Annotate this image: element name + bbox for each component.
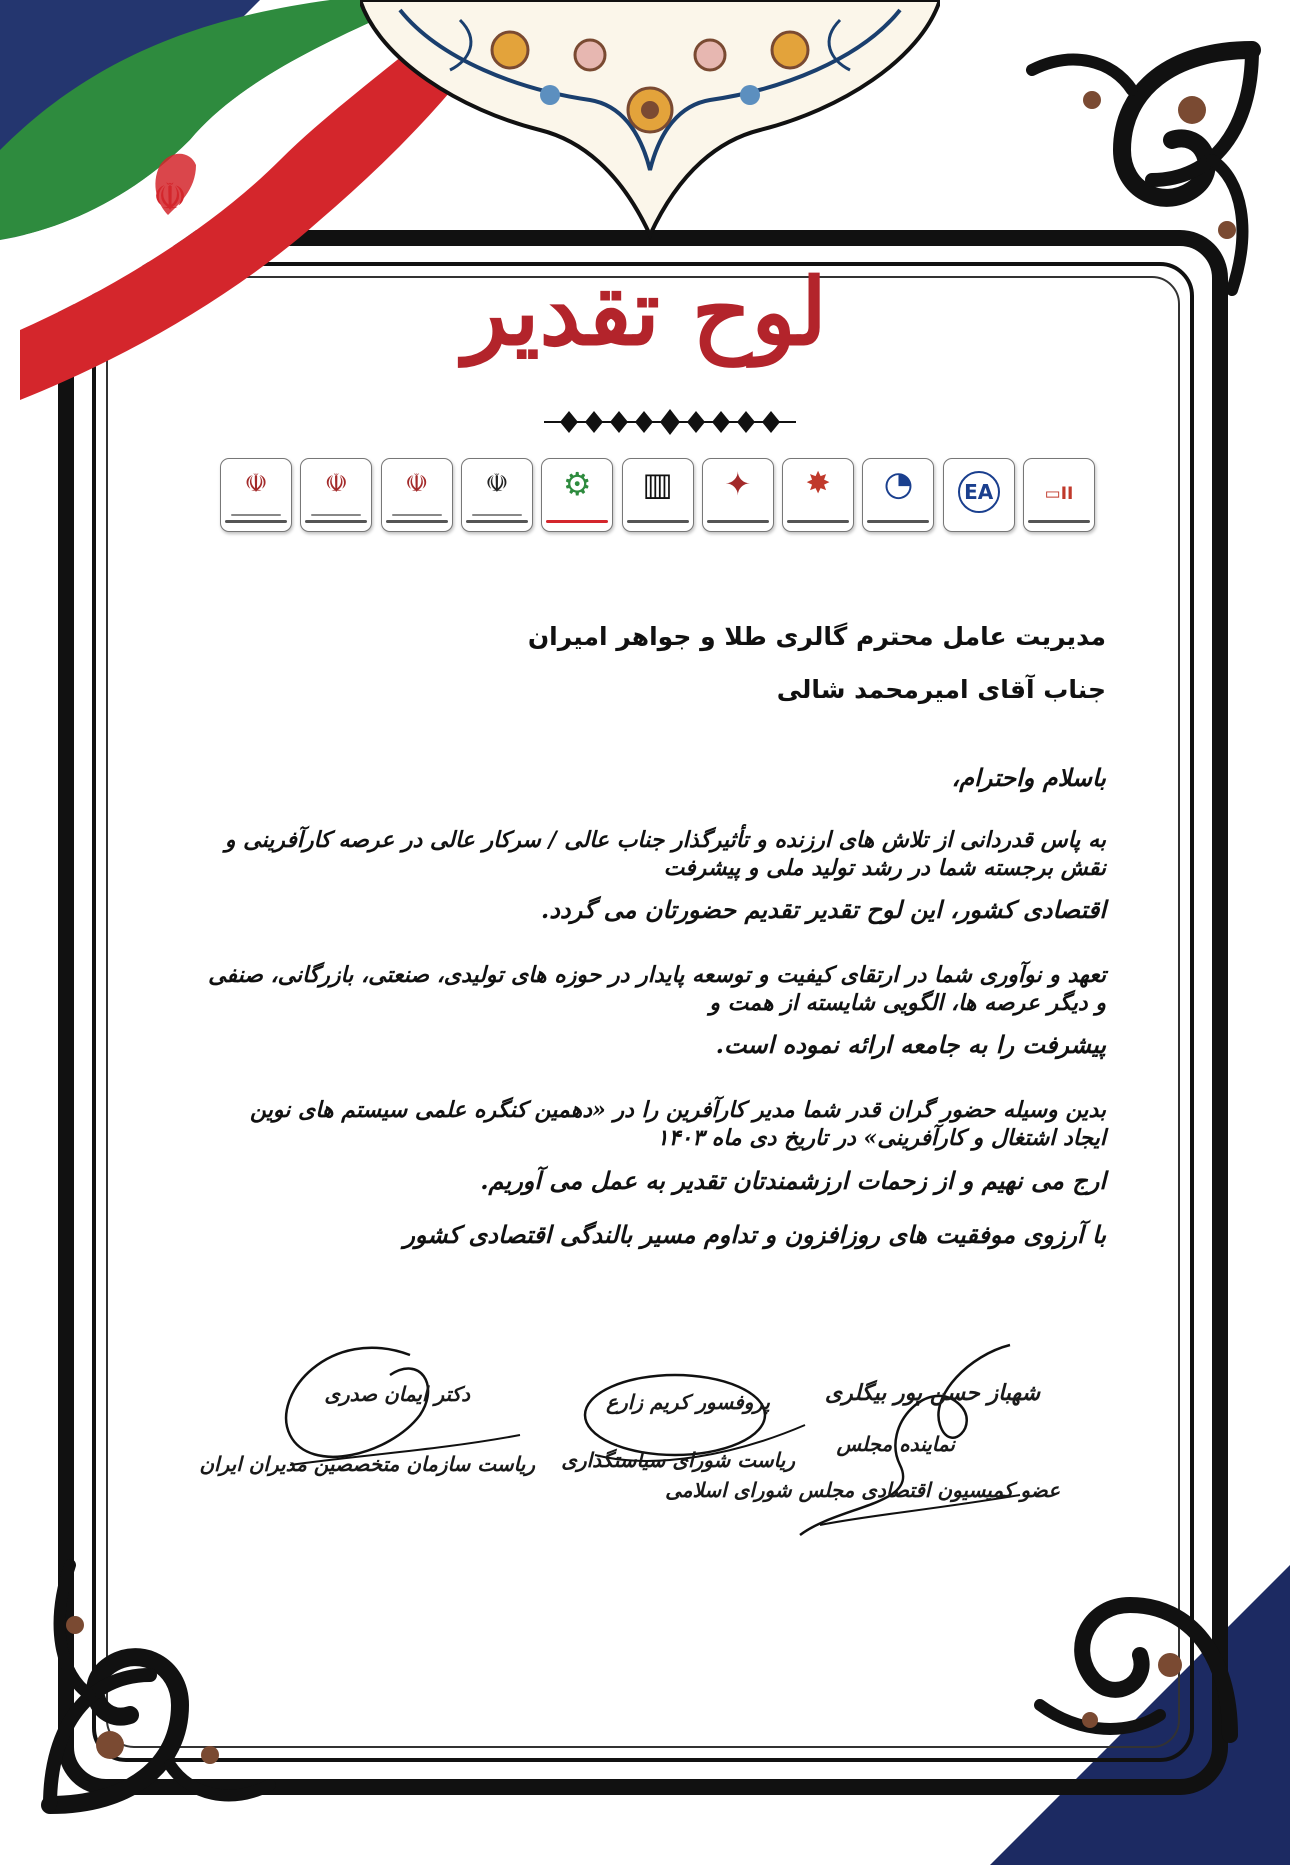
paragraph-3-line-2: ارج می نهیم و از زحمات ارزشمندتان تقدیر به عمل می آوریم.	[480, 1166, 1106, 1195]
logo-star-2: ✸	[782, 458, 854, 532]
signatory-1-role-line-1: نماینده مجلس	[836, 1432, 955, 1456]
top-floral-ornament	[360, 0, 940, 240]
recipient-line-2: جناب آقای امیرمحمد شالی	[776, 675, 1106, 704]
logo-emblem-2: ☫	[300, 458, 372, 532]
paragraph-3-line-1: بدین وسیله حضور گران قدر شما مدیر کارآفرین را در «دهمین کنگره علمی سیستم های نوین ایجاد اشتغال و کارآفرینی» در تاریخ دی ماه ۱۴۰۳	[250, 1097, 1106, 1151]
paragraph-2-line-1: تعهد و نوآوری شما در ارتقای کیفیت و توسعه پایدار در حوزه های تولیدی، صنعتی، بازرگانی، صنفی و دیگر عرصه ها، الگویی شایسته از همت و	[208, 962, 1106, 1016]
logo-emblem-3: ☫	[381, 458, 453, 532]
svg-text:☫: ☫	[152, 175, 188, 219]
logo-ii-brand: II▭	[1023, 458, 1095, 532]
recipient-line-1: مدیریت عامل محترم گالری طلا و جواهر امیران	[527, 622, 1106, 651]
logo-k-mark: ▥	[622, 458, 694, 532]
corner-ornament-bottom-left	[30, 1525, 330, 1825]
signatory-1-role-line-2: عضو کمیسیون اقتصادی مجلس شورای اسلامی	[665, 1478, 1060, 1502]
logo-swirl: ◔	[862, 458, 934, 532]
paragraph-1-line-2: اقتصادی کشور، این لوح تقدیر تقدیم حضورتان می گردد.	[540, 895, 1106, 924]
paragraph-1-line-1: به پاس قدردانی از تلاش های ارزنده و تأثیرگذار جناب عالی / سرکار عالی در عرصه کارآفرینی و نقش برجسته شما در رشد تولید ملی و پیشرفت	[224, 827, 1106, 881]
logo-emblem-4: ☫	[461, 458, 533, 532]
signatory-2-name: پروفسور کریم زارع	[606, 1390, 770, 1414]
title-divider-ornament	[540, 405, 800, 439]
logo-emblem-1: ☫	[220, 458, 292, 532]
logo-gear-flag: ⚙	[541, 458, 613, 532]
sponsor-logos-row	[220, 458, 1095, 538]
logo-ea: EA	[943, 458, 1015, 532]
logo-star-1: ✦	[702, 458, 774, 532]
closing-line: با آرزوی موفقیت های روزافزون و تداوم مسیر بالندگی اقتصادی کشور	[403, 1220, 1106, 1249]
signatory-1-name: شهباز حسن پور بیگلری	[824, 1380, 1040, 1406]
certificate-title: لوح تقدیر	[463, 258, 827, 366]
signatory-2-role: ریاست شورای سیاستگذاری	[561, 1448, 795, 1472]
signatory-3-name: دکتر ایمان صدری	[324, 1382, 470, 1406]
paragraph-2-line-2: پیشرفت را به جامعه ارائه نموده است.	[715, 1030, 1106, 1059]
salutation: باسلام واحترام،	[951, 763, 1106, 792]
signatory-3-role: ریاست سازمان متخصصین مدیران ایران	[199, 1452, 535, 1476]
